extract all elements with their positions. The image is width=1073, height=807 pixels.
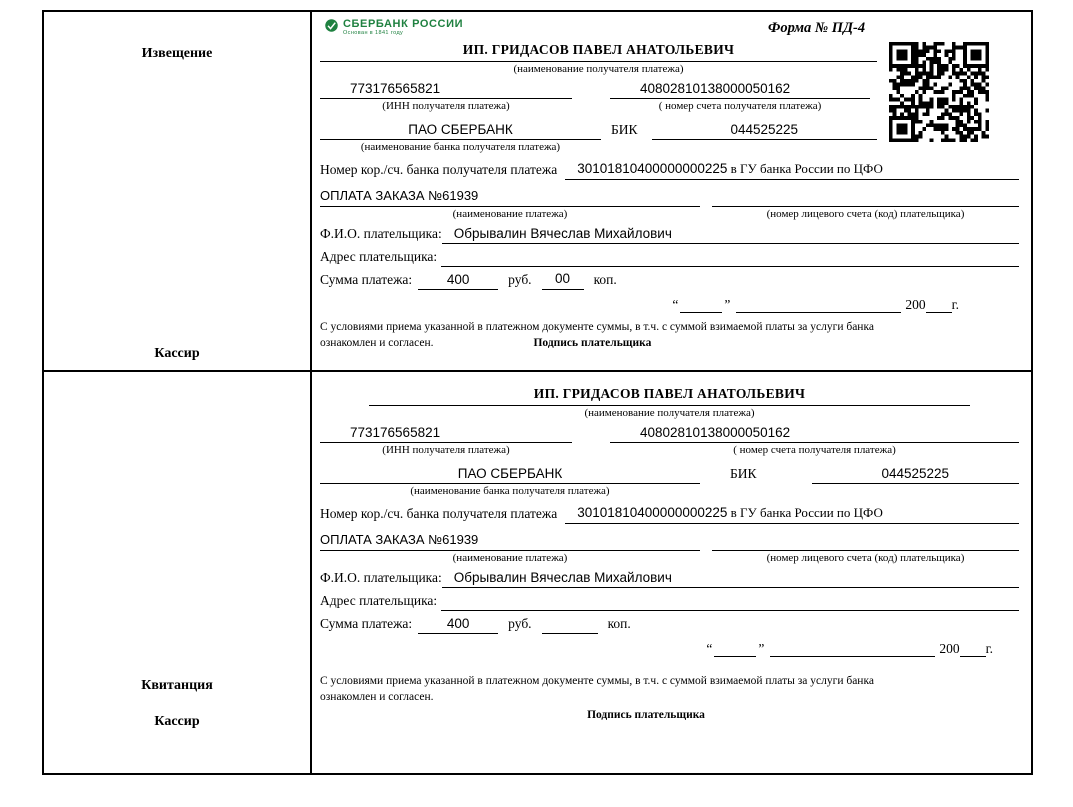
payee-account-field: 40802810138000050162: [610, 425, 1019, 443]
corr-number: 30101810400000000225: [577, 161, 728, 176]
close-quote: ”: [724, 297, 731, 312]
inn-account-row: [320, 81, 877, 99]
receipt-stub-column: [44, 372, 312, 773]
sberbank-logo-text: СБЕРБАНК РОССИИ: [343, 18, 464, 30]
payee-account-field: 40802810138000050162: [610, 81, 870, 99]
payee-name-block: [320, 42, 877, 76]
payment-purpose-row: [320, 531, 1019, 551]
date-month-blank: [736, 298, 901, 313]
date-row: [320, 637, 1019, 657]
spacer: [700, 551, 712, 565]
corr-label: Номер кор./сч. банка получателя платежа: [320, 506, 558, 521]
signature-label: Подпись плательщика: [587, 709, 705, 722]
payer-code-caption: (номер лицевого счета (код) плательщика): [766, 552, 965, 564]
notice-form: [312, 12, 1031, 370]
bik-label: БИК: [730, 466, 757, 481]
spacer: [572, 443, 610, 457]
bik-label: БИК: [611, 122, 638, 137]
corr-number: 30101810400000000225: [577, 505, 728, 520]
payer-fio-label: Ф.И.О. плательщика:: [320, 226, 442, 241]
payment-captions-row: [320, 207, 1019, 221]
signature-label: Подпись плательщика: [533, 337, 652, 350]
open-quote: “: [706, 641, 713, 656]
rub-label: руб.: [508, 616, 532, 631]
date-month-blank: [770, 642, 935, 657]
payer-address-row: [320, 591, 1019, 611]
kop-label: коп.: [607, 616, 631, 631]
close-quote: ”: [758, 641, 765, 656]
corr-field: [565, 505, 1019, 524]
date-century: 200: [905, 297, 926, 312]
agreement-line2: ознакомлен и согласен.: [320, 691, 434, 704]
bank-caption-row: [320, 140, 877, 154]
notice-label: Извещение: [141, 46, 213, 61]
bik-field: 044525225: [812, 466, 1019, 484]
notice-stub-column: [44, 12, 312, 370]
spacer: [700, 207, 712, 221]
notice-header-row: [320, 18, 1019, 42]
payee-inn-caption: (ИНН получателя платежа): [382, 444, 510, 456]
payer-code-field: [712, 531, 1019, 551]
date-century: 200: [939, 641, 960, 656]
amount-kop-field: [542, 615, 598, 634]
agreement-line1: С условиями приема указанной в платежном документе суммы, в т.ч. с суммой взимаемой платы за услуги банка: [320, 675, 874, 687]
payee-inn-caption: (ИНН получателя платежа): [382, 100, 510, 112]
agreement-block: [320, 319, 972, 351]
agreement-line2: ознакомлен и согласен.: [320, 337, 434, 350]
agreement-line2-row: [320, 335, 972, 351]
bank-caption-row: [320, 484, 1019, 498]
corr-place: в ГУ банка России по ЦФО: [730, 161, 883, 176]
agreement-block: [320, 673, 972, 705]
payee-name-caption: (наименование получателя платежа): [584, 407, 755, 419]
payee-inn-field: 773176565821: [320, 81, 572, 99]
corr-label: Номер кор./сч. банка получателя платежа: [320, 162, 558, 177]
payee-bank-field: ПАО СБЕРБАНК: [320, 466, 700, 484]
receipt-section: [44, 372, 1031, 773]
amount-rub-field: 400: [418, 616, 498, 634]
form-number: Форма № ПД-4: [768, 20, 866, 36]
amount-kop-field: 00: [542, 271, 584, 290]
agreement-line1: С условиями приема указанной в платежном документе суммы, в т.ч. с суммой взимаемой платы за услуги банка: [320, 321, 874, 333]
date-day-blank: [680, 298, 722, 313]
amount-row: [320, 271, 1019, 290]
bank-row: [320, 466, 1019, 484]
date-year-suffix: г.: [951, 297, 959, 312]
payee-account-caption: ( номер счета получателя платежа): [658, 100, 822, 112]
payer-fio-field: Обрывалин Вячеслав Михайлович: [442, 226, 1019, 244]
payment-captions-row: [320, 551, 1019, 565]
sberbank-logo: [324, 18, 463, 37]
payer-code-caption: (номер лицевого счета (код) плательщика): [766, 208, 965, 220]
payee-inn-field: 773176565821: [320, 425, 572, 443]
payment-purpose-row: [320, 187, 1019, 207]
amount-label: Сумма платежа:: [320, 272, 413, 287]
kop-label: коп.: [593, 272, 617, 287]
payment-name-caption: (наименование платежа): [452, 552, 568, 564]
payer-fio-row: [320, 226, 1019, 244]
inn-account-captions: [320, 99, 877, 113]
bik-field: 044525225: [652, 122, 877, 140]
payee-bank-caption: (наименование банка получателя платежа): [360, 141, 561, 153]
date-row: [320, 293, 1019, 313]
payee-name-block: [320, 386, 1019, 420]
corr-field: [565, 161, 1019, 180]
payer-address-label: Адрес плательщика:: [320, 249, 438, 264]
notice-section: [44, 12, 1031, 372]
receipt-form: [312, 372, 1031, 773]
payer-fio-field: Обрывалин Вячеслав Михайлович: [442, 570, 1019, 588]
corr-account-row: [320, 161, 1019, 180]
sberbank-logo-icon: [324, 18, 339, 37]
spacer: [572, 99, 610, 113]
payee-account-caption: ( номер счета получателя платежа): [733, 444, 896, 456]
payer-address-label: Адрес плательщика:: [320, 593, 438, 608]
date-day-blank: [714, 642, 756, 657]
payee-name: ИП. ГРИДАСОВ ПАВЕЛ АНАТОЛЬЕВИЧ: [320, 42, 877, 62]
rub-label: руб.: [508, 272, 532, 287]
open-quote: “: [672, 297, 679, 312]
payee-name: ИП. ГРИДАСОВ ПАВЕЛ АНАТОЛЬЕВИЧ: [369, 386, 970, 406]
payer-code-field: [712, 187, 1019, 207]
payee-bank-field: ПАО СБЕРБАНК: [320, 122, 601, 140]
form-frame: [42, 10, 1033, 775]
amount-label: Сумма платежа:: [320, 616, 413, 631]
inn-account-captions: [320, 443, 1019, 457]
corr-account-row: [320, 505, 1019, 524]
payer-address-row: [320, 247, 1019, 267]
date-year-blank: [960, 642, 986, 657]
payment-purpose-field: ОПЛАТА ЗАКАЗА №61939: [320, 188, 700, 207]
amount-rub-field: 400: [418, 272, 498, 290]
payment-name-caption: (наименование платежа): [452, 208, 568, 220]
payer-fio-label: Ф.И.О. плательщика:: [320, 570, 442, 585]
payee-name-caption: (наименование получателя платежа): [513, 63, 684, 75]
date-year-blank: [926, 298, 952, 313]
cashier-label: Кассир: [154, 714, 200, 729]
payee-bank-caption: (наименование банка получателя платежа): [410, 485, 610, 497]
inn-account-row: [320, 425, 1019, 443]
sberbank-logo-tagline: Основан в 1841 году: [343, 30, 404, 36]
corr-place: в ГУ банка России по ЦФО: [730, 505, 883, 520]
amount-row: [320, 615, 1019, 634]
payment-purpose-field: ОПЛАТА ЗАКАЗА №61939: [320, 532, 700, 551]
bank-row: [320, 122, 877, 140]
payer-address-field: [441, 247, 1019, 267]
cashier-label: Кассир: [154, 346, 200, 361]
receipt-label: Квитанция: [141, 678, 213, 693]
payer-address-field: [441, 591, 1019, 611]
payer-fio-row: [320, 570, 1019, 588]
qr-code: [889, 42, 989, 142]
date-year-suffix: г.: [985, 641, 993, 656]
